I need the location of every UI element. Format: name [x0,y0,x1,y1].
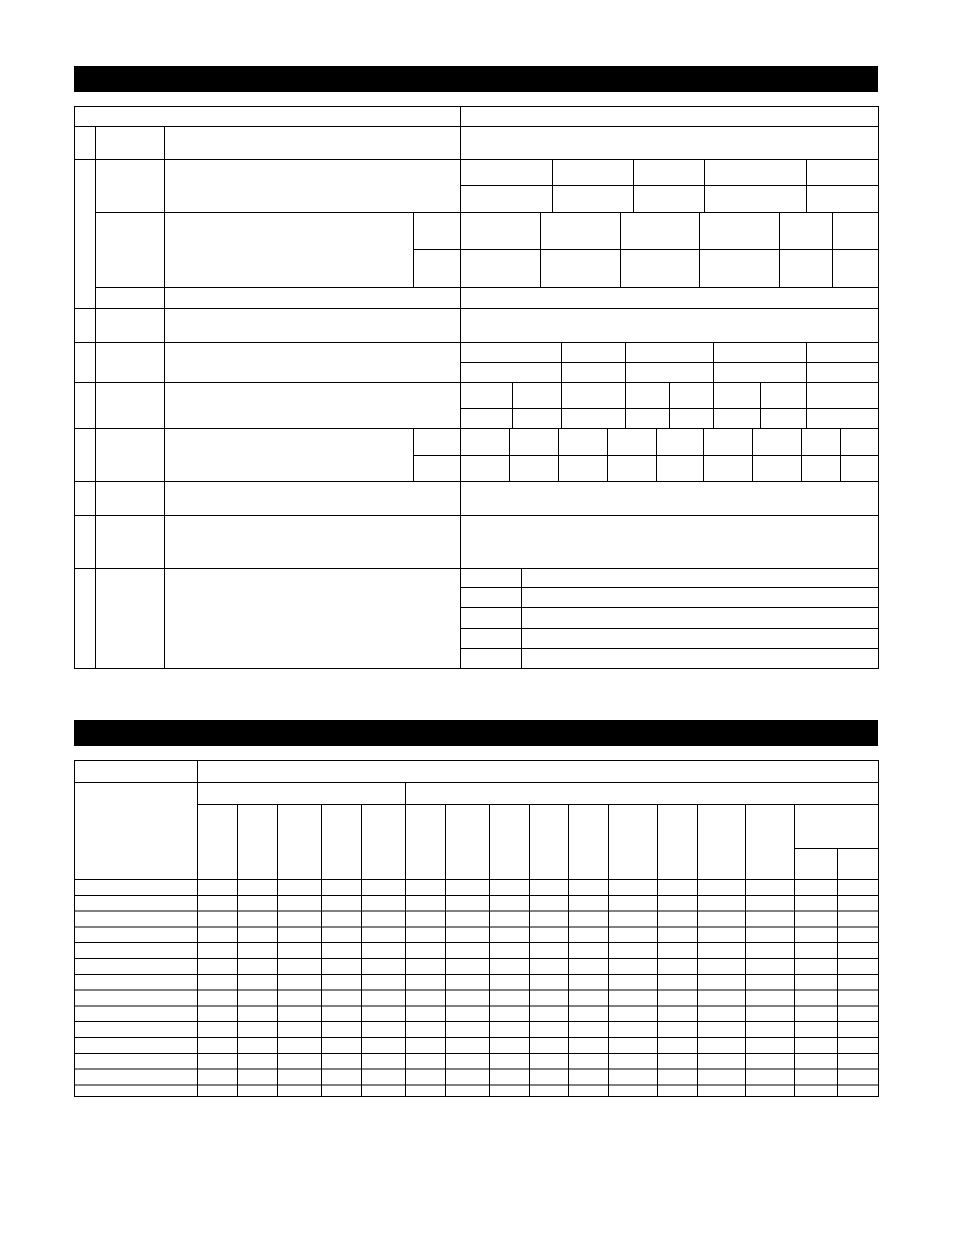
specifications-table-frame [75,107,879,669]
specifications-table [74,106,879,669]
chart-table-frame [75,761,879,1097]
chart-table [74,760,879,1097]
